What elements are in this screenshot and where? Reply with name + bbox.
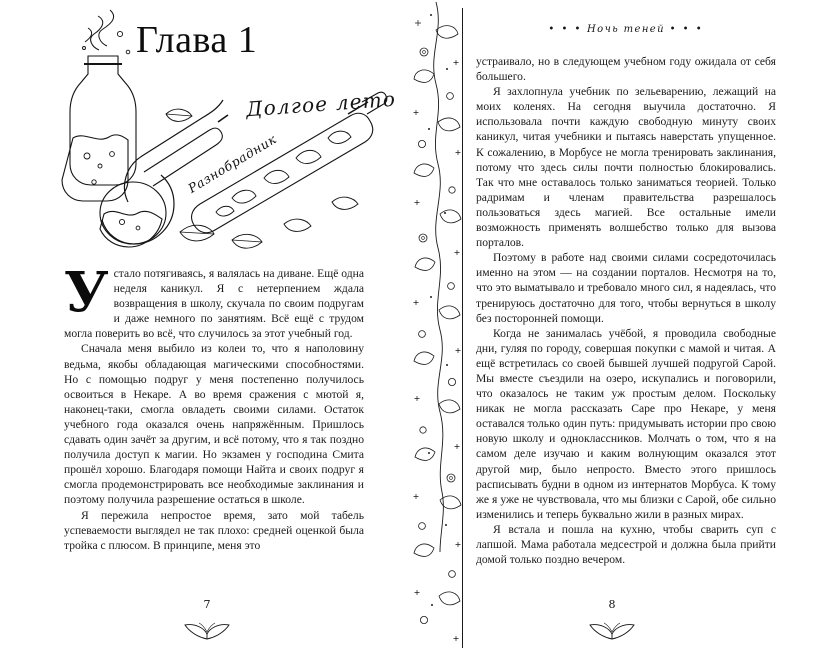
running-head-title: Ночь теней: [587, 24, 665, 35]
page-number-left: 7: [203, 598, 211, 611]
border-rule: [462, 8, 463, 648]
running-head-ornament-left: • • •: [548, 24, 583, 35]
paragraph: Я пережила непростое время, зато мой табель успеваемости выглядел не так плохо: средней оценкой была тройка с плюсом. В принципе, меня это: [64, 508, 364, 552]
decorative-vine-border: [410, 0, 472, 655]
paragraph: Когда не занималась учёбой, я проводила свободные дни, гуляя по городу, совершая покупки с мамой и читая. А ещё встретилась со своей бывшей лучшей подругой Сарой. Мы вместе съездили на озеро, искупались и поговорили, что оказалось не таким уж простым делом. Поскольку никак не могла рассказать Саре про Некаре, у меня оставался только один путь: придумывать истории про свою новую школу и одноклассников. Молчать о том, что я на самом деле изучаю и каким волнующим оказался этот другой мир, было непросто. Вместо этого пришлось расписывать будни в одном из интернатов Морбуса. К тому же я уже не чувствовала, что мы близки с Сарой, обе сильно изменились и теперь буквально жили в разных мирах.: [476, 326, 776, 521]
paragraph-first: [64, 259, 364, 341]
left-page-text: [64, 259, 364, 553]
paragraph-text: стало потягиваясь, я валялась на диване. Ещё одна неделя каникул. Я с нетерпением ждала возвращения в школу, скучала по своим подругам и даже немного по занятиям. Всё ещё с трудом могла поверить во всё, что случилось за этот учебный год.: [64, 267, 364, 341]
right-page: [410, 0, 820, 655]
paragraph: Поэтому в работе над своими силами сосредоточилась именно на этом — на создании порталов. Несмотря на то, что это выматывало и требовало много сил, я надеялась, что тренируюсь достаточно для того, чтобы вернуться в школу без посторонней помощи.: [476, 251, 776, 325]
paragraph-continued: устраивало, но в следующем учебном году ожидала от себя большего.: [476, 55, 776, 84]
paragraph: Я встала и пошла на кухню, чтобы сварить суп с лапшой. Мама работала медсестрой и должна была прийти домой только поздно вечером.: [476, 522, 776, 567]
paragraph: Сначала меня выбило из колеи то, что я наполовину ведьма, якобы обладающая магическими способностями. Но с помощью подруг у меня постепенно получилось освоиться в Некаре. А во время сражения с мютой я, наконец-таки, смогла овладеть своими силами. Остаток учебного года оказался очень напряжённым. Пришлось сдавать один зачёт за другим, и всё потому, что я так поздно получила доступ к магии. Но экзамен у господина Смита прошёл хорошо. Благодаря помощи Найта и своих подруг я смогла продемонстрировать все необходимые заклинания и поэтому получила разрешение остаться в школе.: [64, 342, 364, 507]
paragraph: Я захлопнула учебник по зельеварению, лежащий на моих коленях. На сегодня выучила достаточно. Я использовала почти каждую свободную минуту своих каникул, читая учебники и пытаясь наверстать упущенное. К сожалению, в Морбусе не могла тренировать заклинания, потому что здесь силы почти полностью блокировались. Так что мне оставалось только заниматься теорией. Только радримам и членам правительства разрешалось пользоваться здесь магией. Все остальные имели возможность применять волшебство только для вызова порталов.: [476, 85, 776, 250]
potion-bottle-label: Разнобрадник: [185, 131, 280, 196]
page-number-right: 8: [608, 598, 616, 611]
right-page-text: [476, 54, 776, 567]
chapter-subtitle: Долгое лето: [245, 86, 397, 122]
chapter-title: Глава 1: [136, 19, 258, 61]
running-head-ornament-right: • • •: [669, 24, 704, 35]
folio-ornament-left: [177, 617, 237, 643]
folio-ornament-right: [582, 617, 642, 643]
drop-cap: У: [64, 259, 109, 324]
running-head: [476, 24, 776, 35]
